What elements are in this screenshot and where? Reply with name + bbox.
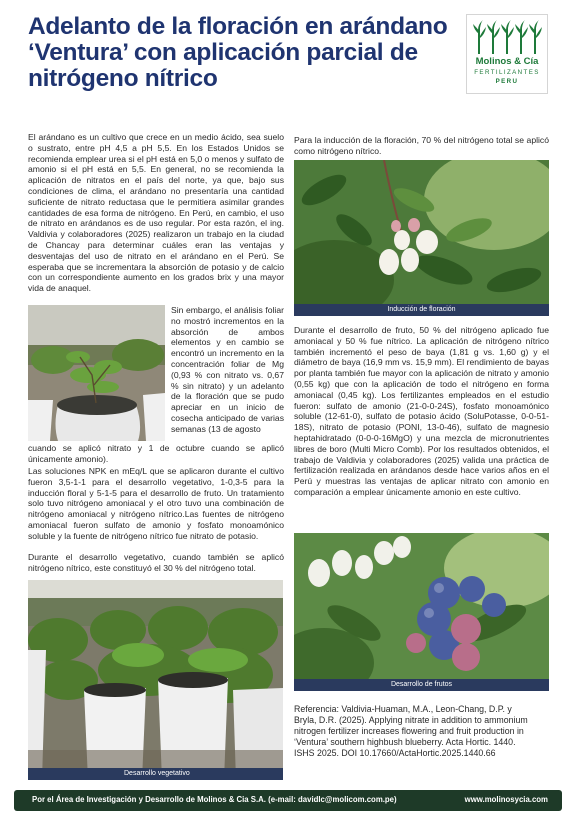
footer-bar <box>14 790 562 811</box>
potted-plants-image <box>28 305 165 441</box>
side-paragraph: Sin embargo, el análisis foliar no mostró incrementos en la absorción de ambos elementos y en cambio se encontró un incremento en la concentración foliar de Mg (0,93 % con nitrato vs. 0,67 % sin nitrato) y un adelanto de la floración que se pudo apreciar en un inicio de cosecha anticipado de varias semanas (13 de agosto <box>171 305 284 434</box>
reference-paragraph: Referencia: Valdivia-Huaman, M.A., Leon-Chang, D.P. y Bryla, D.R. (2025). Applying nitrate in addition to ammonium nitrogen fertilizer increases flowering and fruit production in ‘Ventura’ southern highbush blueberry. Acta Hortic. 1440. ISHS 2025. DOI 10.17660/ActaHortic.2025.1440.66 <box>294 704 528 758</box>
intro-paragraph: El arándano es un cultivo que crece en un medio ácido, sea suelo o sustrato, entre pH 4,5 a pH 5,5. En los Estados Unidos se recomienda emplear urea si el pH está en 5,0 o menos y sulfato de amonio si el pH está en 5,5. En general, no se recomienda la aplicación de nitratos en el país del norte, ya que, bajo sus condiciones de clima, el arándano no presentaría una cantidad suficiente de nitrato reductasa que le permitiera asimilar grandes cantidades de esa forma de nitrógeno. En Perú, en cambio, el uso de nitrato en arándanos es de uso regular. Por esta razón, el ing. Valdivia y colaboradores (2025) realizaron un trabajo en la ciudad de Chancay para determinar cuáles eran las ventajas y desventajas del uso de nitrato en el arándano en el Perú. Se esperaba que se incrementara la absorción de potasio y de calcio con un correspondiente aumento en los grados brix y una mayor vida de anaquel. <box>28 132 284 294</box>
plants-icon <box>472 20 542 54</box>
flower-photo <box>294 160 549 316</box>
induction-paragraph: Para la inducción de la floración, 70 % del nitrógeno total se aplicó como nitrógeno nítrico. <box>294 135 549 156</box>
fruit-caption: Desarrollo de frutos <box>294 679 549 691</box>
flower-image <box>294 160 549 316</box>
footer-website-link[interactable]: www.molinosycia.com <box>464 795 548 804</box>
company-logo <box>466 14 548 94</box>
logo-country: PERU <box>495 78 519 85</box>
logo-subtitle: FERTILIZANTES <box>474 69 540 76</box>
side-paragraph-continued: cuando se aplicó nitrato y 1 de octubre cuando se aplicó únicamente amonio). <box>28 443 284 464</box>
vegetative-photo <box>28 580 283 780</box>
footer-credit: Por el Área de Investigación y Desarrollo de Molinos & Cia S.A. (e-mail: davidlc@molicom.com.pe) <box>32 795 397 804</box>
fruit-paragraph: Durante el desarrollo de fruto, 50 % del nitrógeno aplicado fue amoniacal y 50 % fue nítrico. La aplicación de nitrógeno nítrico también incrementó el peso de baya (1,81 g vs. 1,60 g) y el diámetro de baya (16,9 mm vs. 15,9 mm). El rendimiento de bayas por planta también fue mayor con la aplicación de nitrato y amonio (0,55 kg) que con la aplicación de todo el nitrógeno en forma amoniacal (0,45 kg). Los fertilizantes empleados en el estudio fueron: sulfato de amonio (21-0-0-24S), fosfato monoamónico soluble (12-61-0), sulfato de potasio ácido (SoluPotasse, 0-0-51-18S), nitrato de potasio (PONI, 13-0-46), sulfato de magnesio heptahidratado (0-0-0-16MgO) y una mezcla de micronutrientes libres de boro (Multi Micro Comb). Por los resultados obtenidos, el trabajo de Valdivia y colaboradores (2025) valida una práctica de fertilización realizada en arándanos desde hace varios años en el Perú y muestras las ventajas de aplicar nitrato con amonio en comparación a emplear únicamente amonio en este cultivo. <box>294 325 549 497</box>
vegetative-paragraph: Durante el desarrollo vegetativo, cuando también se aplicó nitrógeno nítrico, este constituyó el 30 % del nitrógeno total. <box>28 552 284 573</box>
vegetative-image <box>28 580 283 780</box>
fruit-photo <box>294 533 549 691</box>
logo-name: Molinos & Cía <box>475 56 539 67</box>
vegetative-caption: Desarrollo vegetativo <box>28 768 283 780</box>
potted-plants-photo <box>28 305 165 441</box>
npk-paragraph: Las soluciones NPK en mEq/L que se aplicaron durante el cultivo fueron 3,5-1-1 para el desarrollo vegetativo, 1-0,3-5 para la inducción floral y 5-1-5 para el desarrollo de fruto. Un tratamiento solo tuvo nitrógeno amoniacal y el otro tuvo una combinación de nitrógeno amoniacal y nitrógeno nítrico.Las fuentes de nitrógeno amoniacal fueron sulfato de amonio y fosfato monoamónico soluble y la fuente de nitrógeno nítrico fue nitrato de potasio. <box>28 466 284 541</box>
page-title: Adelanto de la floración en arándano ‘Ventura’ con aplicación parcial de nitrógeno nítrico <box>28 13 448 92</box>
flower-caption: Inducción de floración <box>294 304 549 316</box>
fruit-image <box>294 533 549 691</box>
